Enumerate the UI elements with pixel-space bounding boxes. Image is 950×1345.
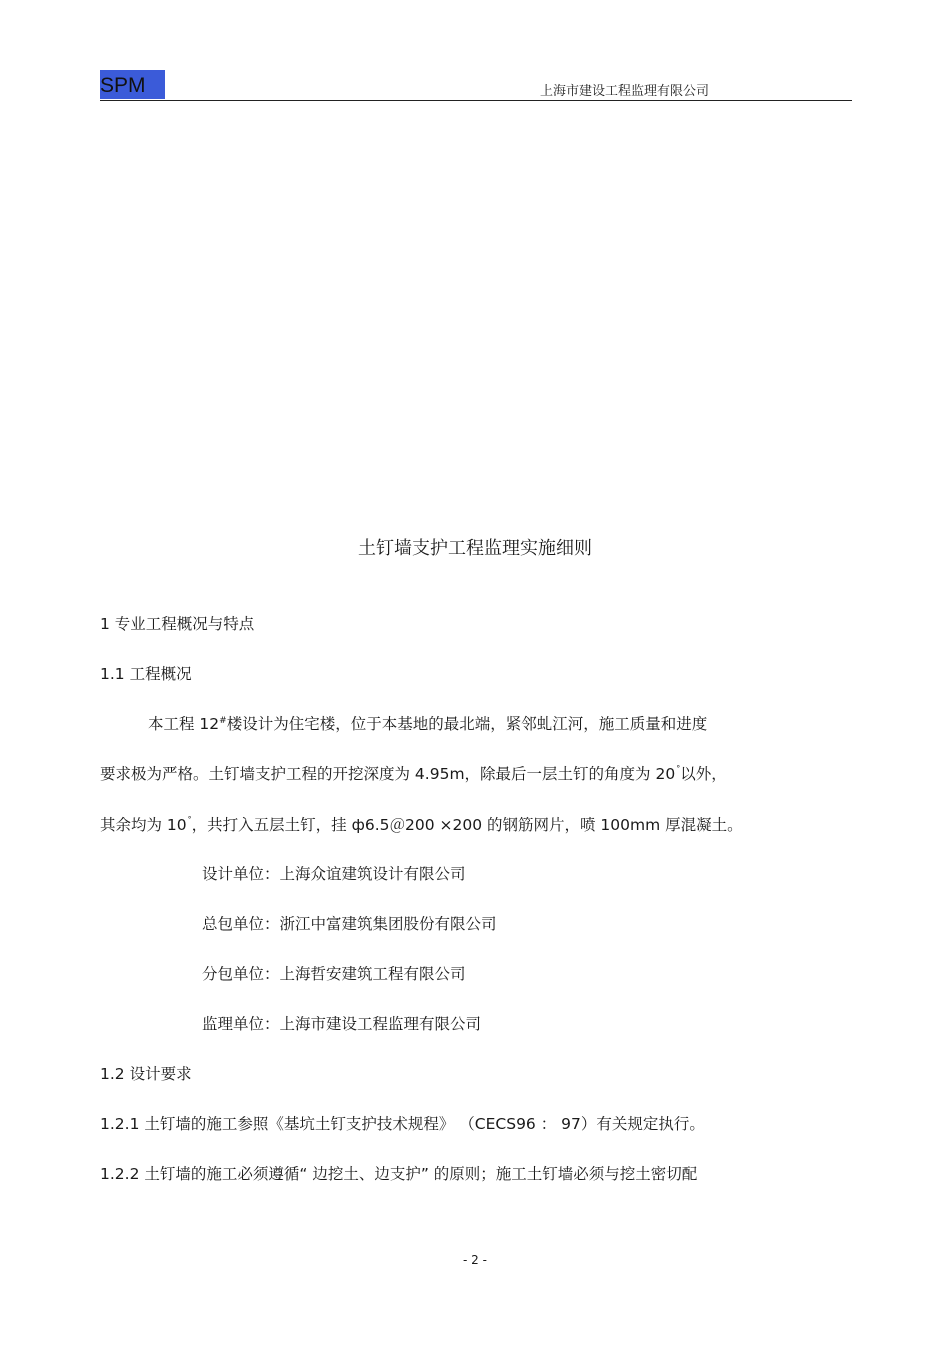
section-1-1-heading: 1.1 工程概况 [100,665,192,683]
design-unit: 设计单位：上海众谊建筑设计有限公司 [202,865,466,883]
page-number: - 2 - [463,1253,487,1267]
section-1-2-heading: 1.2 设计要求 [100,1065,192,1083]
requirement-1-2-1: 1.2.1 土钉墙的施工参照《基坑土钉支护技术规程》 （CECS96 ： 97）有关规定执行。 [100,1115,705,1133]
paragraph-line-3: 其余均为 10°，共打入五层土钉，挂 ф6.5＠200 ×200 的钢筋网片，喷 100mm 厚混凝土。 [100,815,743,834]
subcontractor: 分包单位：上海哲安建筑工程有限公司 [202,965,466,983]
header-divider [100,100,852,101]
requirement-1-2-2: 1.2.2 土钉墙的施工必须遵循“ 边挖土、边支护” 的原则；施工土钉墙必须与挖土密切配 [100,1165,698,1183]
general-contractor: 总包单位：浙江中富建筑集团股份有限公司 [202,915,497,933]
company-logo: SPM [100,70,165,99]
paragraph-line-1: 本工程 12#楼设计为住宅楼，位于本基地的最北端，紧邻虬江河，施工质量和进度 [148,715,708,733]
section-1-heading: 1 专业工程概况与特点 [100,615,255,633]
company-name-header: 上海市建设工程监理有限公司 [540,84,710,99]
document-title: 土钉墙支护工程监理实施细则 [358,538,592,559]
paragraph-line-2: 要求极为严格。土钉墙支护工程的开挖深度为 4.95m，除最后一层土钉的角度为 20°以外， [100,764,727,783]
supervision-unit: 监理单位：上海市建设工程监理有限公司 [202,1015,482,1033]
